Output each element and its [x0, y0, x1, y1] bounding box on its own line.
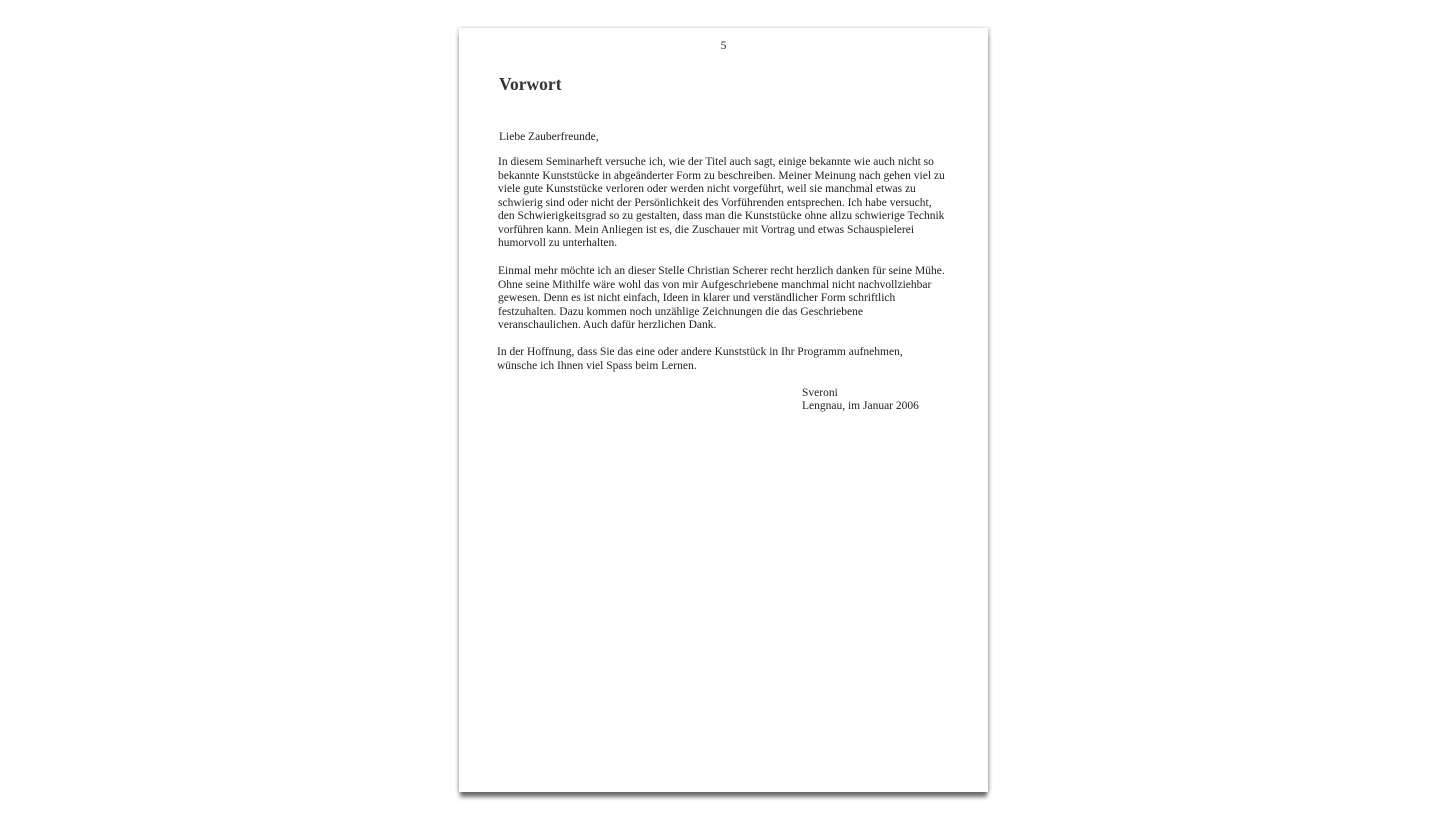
text-line: Einmal mehr möchte ich an dieser Stelle Christian Scherer recht herzlich danken für seine Mühe. — [498, 265, 945, 277]
greeting: Liebe Zauberfreunde, — [499, 131, 599, 143]
page-title: Vorwort — [499, 74, 562, 94]
text-line: bekannte Kunststücke in abgeänderter Form zu beschreiben. Meiner Meinung nach gehen viel zu — [498, 169, 945, 182]
text-line: veranschaulichen. Auch dafür herzlichen Dank. — [498, 319, 717, 331]
document-page — [459, 28, 988, 792]
paragraph-closing — [497, 346, 957, 373]
text-line: schwierig sind oder nicht der Persönlichkeit des Vorführenden entsprechen. Ich habe versucht, — [498, 196, 932, 209]
text-line: gewesen. Denn es ist nicht einfach, Ideen in klarer und verständlicher Form schriftlich — [498, 292, 896, 304]
text-line: festzuhalten. Dazu kommen noch unzählige Zeichnungen die das Geschriebene — [498, 305, 863, 318]
signature-place-date: Lengnau, im Januar 2006 — [802, 400, 919, 412]
paragraph-intro — [498, 156, 958, 251]
text-line: humorvoll zu unterhalten. — [498, 237, 618, 249]
signature-block — [802, 387, 919, 413]
text-line: vorführen kann. Mein Anliegen ist es, die Zuschauer mit Vortrag und etwas Schauspielerei — [498, 223, 915, 236]
signature-name: Sveroni — [802, 387, 838, 399]
text-line: viele gute Kunststücke verloren oder werden nicht vorgeführt, weil sie manchmal etwas zu — [498, 183, 916, 195]
text-line: In der Hoffnung, dass Sie das eine oder andere Kunststück in Ihr Programm aufnehmen, — [497, 346, 903, 358]
text-line: den Schwierigkeitsgrad so zu gestalten, dass man die Kunststücke ohne allzu schwierige Technik — [498, 210, 945, 222]
text-line: In diesem Seminarheft versuche ich, wie der Titel auch sagt, einige bekannte wie auch nicht so — [498, 156, 934, 168]
paragraph-thanks — [498, 265, 958, 333]
text-line: Ohne seine Mithilfe wäre wohl das von mir Aufgeschriebene manchmal nicht nachvollziehbar — [498, 278, 932, 291]
page-number: 5 — [720, 40, 727, 52]
text-line: wünsche ich Ihnen viel Spass beim Lernen. — [497, 359, 697, 372]
